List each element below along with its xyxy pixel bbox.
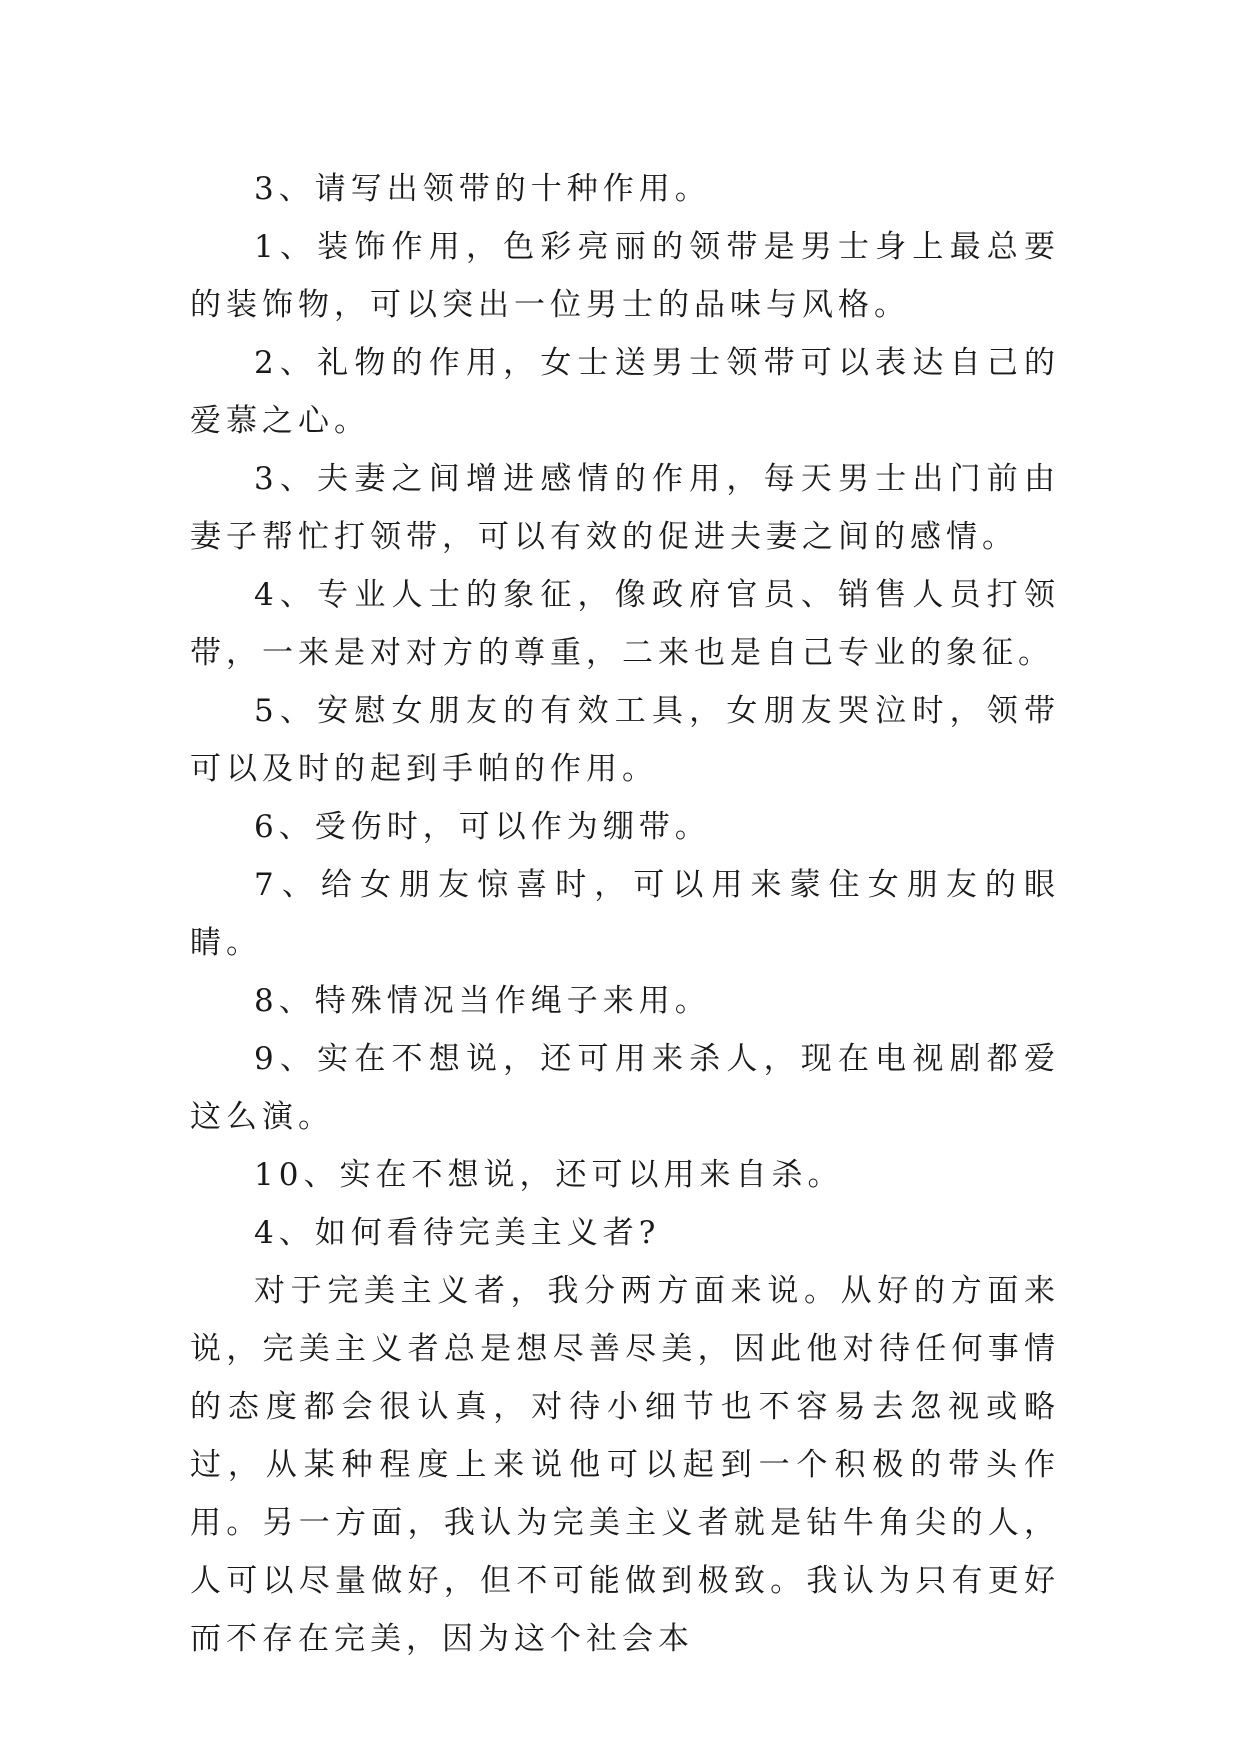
list-item-5: 5、安慰女朋友的有效工具，女朋友哭泣时，领带可以及时的起到手帕的作用。: [190, 693, 1060, 787]
list-item-10: 10、实在不想说，还可以用来自杀。: [254, 1157, 844, 1193]
list-item-9: 9、实在不想说，还可用来杀人，现在电视剧都爱这么演。: [190, 1041, 1060, 1135]
list-item-7: 7、给女朋友惊喜时，可以用来蒙住女朋友的眼睛。: [190, 867, 1060, 961]
list-item-4: 4、专业人士的象征，像政府官员、销售人员打领带，一来是对对方的尊重，二来也是自己专业的象征。: [190, 577, 1060, 671]
answer-paragraph: 对于完美主义者，我分两方面来说。从好的方面来说，完美主义者总是想尽善尽美，因此他对待任何事情的态度都会很认真，对待小细节也不容易去忽视或略过，从某种程度上来说他可以起到一个积极的带头作用。另一方面，我认为完美主义者就是钻牛角尖的人，人可以尽量做好，但不可能做到极致。我认为只有更好而不存在完美，因为这个社会本: [190, 1273, 1060, 1657]
document-body: [190, 160, 1060, 1668]
list-item-2: 2、礼物的作用，女士送男士领带可以表达自己的爱慕之心。: [190, 345, 1060, 439]
list-item-3: 3、夫妻之间增进感情的作用，每天男士出门前由妻子帮忙打领带，可以有效的促进夫妻之间的感情。: [190, 461, 1060, 555]
list-item-6: 6、受伤时，可以作为绷带。: [254, 809, 711, 845]
question-heading-3: 3、请写出领带的十种作用。: [254, 171, 711, 207]
list-item-8: 8、特殊情况当作绳子来用。: [254, 983, 711, 1019]
question-heading-4: 4、如何看待完美主义者?: [254, 1215, 661, 1251]
list-item-1: 1、装饰作用，色彩亮丽的领带是男士身上最总要的装饰物，可以突出一位男士的品味与风格。: [190, 229, 1060, 323]
